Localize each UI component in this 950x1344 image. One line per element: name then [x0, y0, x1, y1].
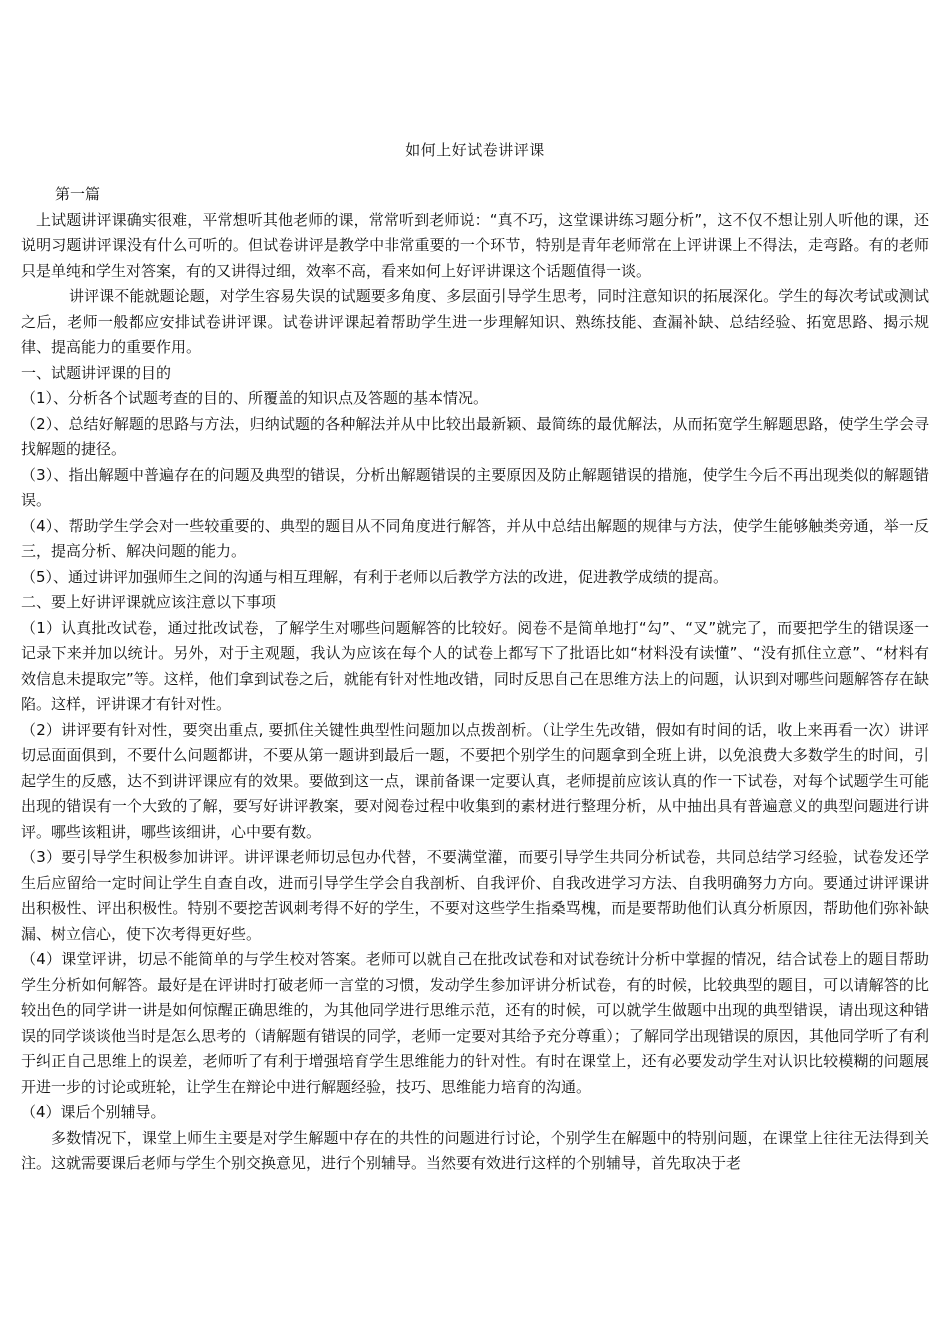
note-item-2: （2）讲评要有针对性，要突出重点, 要抓住关键性典型性问题加以点拨剖析。（让学生先改错，假如有时间的话，收上来再看一次）讲评切忌面面俱到，不要什么问题都讲，不要从第一题讲到最后一题，不要把个别学生的问题拿到全班上讲，以免浪费大多数学生的时间，引起学生的反感，达不到讲评课应有的效果。要做到这一点，课前备课一定要认真，老师提前应该认真的作一下试卷，对每个试题学生可能出现的错误有一个大致的了解，要写好讲评教案，要对阅卷过程中收集到的素材进行整理分析，从中抽出具有普遍意义的典型问题进行讲评。哪些该粗讲，哪些该细讲，心中要有数。 [21, 720, 929, 841]
section-label: 第一篇 [55, 185, 101, 203]
purpose-item-2: （2）、总结好解题的思路与方法，归纳试题的各种解法并从中比较出最新颖、最简练的最优解法，从而拓宽学生解题思路，使学生学会寻找解题的捷径。 [21, 414, 929, 458]
note-item-3: （3）要引导学生积极参加讲评。讲评课老师切忌包办代替，不要满堂灌，而要引导学生共同分析试卷，共同总结学习经验，试卷发还学生后应留给一定时间让学生自查自改，进而引导学生学会自我剖析、自我评价、自我改进学习方法、自我明确努力方向。要通过讲评课讲出积极性、评出积极性。特别不要挖苦讽刺考得不好的学生，不要对这些学生指桑骂槐，而是要帮助他们认真分析原因，帮助他们弥补缺漏、树立信心，使下次考得更好些。 [21, 848, 929, 943]
purpose-item-1: （1）、分析各个试题考查的目的、所覆盖的知识点及答题的基本情况。 [21, 389, 489, 407]
paragraph-intro: 上试题讲评课确实很难，平常想听其他老师的课，常常听到老师说：“真不巧，这堂课讲练习题分析”，这不仅不想让别人听他的课，还说明习题讲评课没有什么可听的。但试卷讲评是教学中非常重要的一个环节，特别是青年老师常在上评讲课上不得法，走弯路。有的老师只是单纯和学生对答案，有的又讲得过细，效率不高，看来如何上好评讲课这个话题值得一谈。 [21, 210, 929, 280]
note-item-1: （1）认真批改试卷，通过批改试卷，了解学生对哪些问题解答的比较好。阅卷不是简单地打“勾”、“叉”就完了，而要把学生的错误逐一记录下来并加以统计。另外，对于主观题，我认为应该在每个人的试卷上都写下了批语比如“材料没有读懂”、“没有抓住立意”、“材料有效信息未提取完”等。这样，他们拿到试卷之后，就能有针对性地改错，同时反思自己在思维方法上的问题，认识到对哪些问题解答存在缺陷。这样，评讲课才有针对性。 [21, 618, 929, 713]
purpose-item-5: （5）、通过讲评加强师生之间的沟通与相互理解，有利于老师以后教学方法的改进，促进教学成绩的提高。 [21, 567, 729, 586]
paragraph-overview: 讲评课不能就题论题，对学生容易失误的试题要多角度、多层面引导学生思考，同时注意知识的拓展深化。学生的每次考试或测试之后，老师一般都应安排试卷讲评课。试卷讲评课起着帮助学生进一步理解知识、熟练技能、查漏补缺、总结经验、拓宽思路、揭示规律、提高能力的重要作用。 [21, 287, 929, 356]
document-title: 如何上好试卷讲评课 [405, 141, 545, 159]
heading-purpose: 一、试题讲评课的目的 [21, 363, 172, 382]
paragraph-closing: 多数情况下，课堂上师生主要是对学生解题中存在的共性的问题进行讨论，个别学生在解题中的特别问题，在课堂上往往无法得到关注。这就需要课后老师与学生个别交换意见，进行个别辅导。当然要有效进行这样的个别辅导，首先取决于老 [21, 1128, 929, 1172]
note-item-5-heading: （4）课后个别辅导。 [21, 1103, 166, 1121]
heading-notes: 二、要上好讲评课就应该注意以下事项 [21, 593, 277, 611]
purpose-item-3: （3）、指出解题中普遍存在的问题及典型的错误，分析出解题错误的主要原因及防止解题错误的措施，使学生今后不再出现类似的解题错误。 [21, 465, 929, 509]
note-item-4: （4）课堂评讲，切忌不能简单的与学生校对答案。老师可以就自己在批改试卷和对试卷统计分析中掌握的情况，结合试卷上的题目帮助学生分析如何解答。最好是在评讲时打破老师一言堂的习惯，发动学生参加评讲分析试卷，有的时候，比较典型的题目，可以请解答的比较出色的同学讲一讲是如何惊醒正确思维的，为其他同学进行思维示范，还有的时候，可以就学生做题中出现的典型错误，请出现这种错误的同学谈谈他当时是怎么思考的（请解题有错误的同学，老师一定要对其给予充分尊重）；了解同学出现错误的原因，其他同学听了有利于纠正自己思维上的误差，老师听了有利于增强培育学生思维能力的针对性。有时在课堂上，还有必要发动学生对认识比较模糊的问题展开进一步的讨论或班轮，让学生在辩论中进行解题经验，技巧、思维能力培育的沟通。 [21, 950, 929, 1096]
document-page [21, 140, 929, 1177]
purpose-item-4: （4）、帮助学生学会对一些较重要的、典型的题目从不同角度进行解答，并从中总结出解题的规律与方法，使学生能够触类旁通，举一反三，提高分析、解决问题的能力。 [21, 516, 929, 560]
